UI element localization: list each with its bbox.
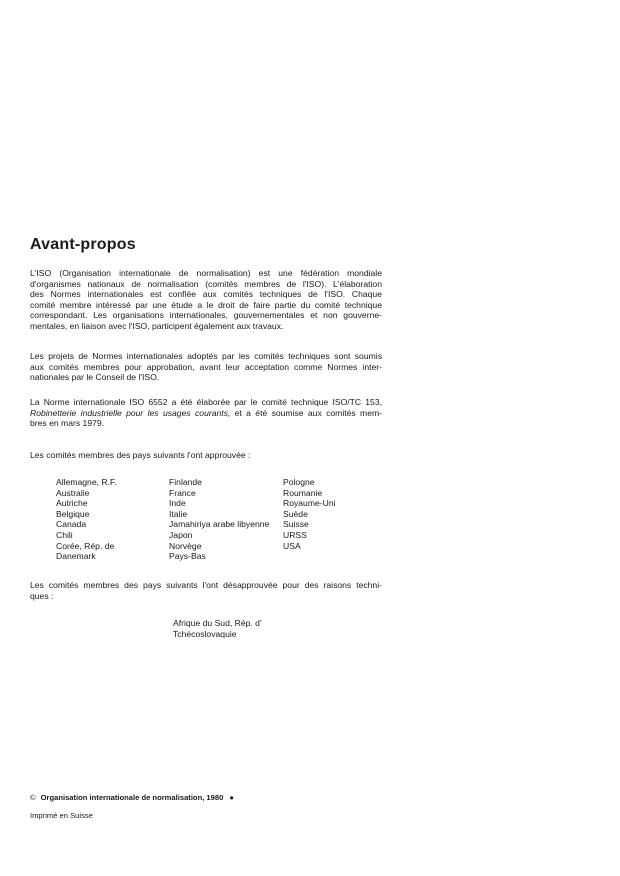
country-item: Belgique	[56, 508, 90, 519]
text-fragment: et a été soumise aux comités mem-	[230, 407, 382, 418]
country-item: Suède	[283, 508, 308, 519]
country-item: Roumanie	[283, 487, 323, 498]
country-item: Italie	[169, 508, 188, 519]
printed-in-notice: Imprimé en Suisse	[30, 811, 93, 820]
text-line: Les comités membres des pays suivants l'ont désapprouvée pour des raisons techni-	[30, 580, 382, 590]
approved-countries-column-1	[56, 477, 117, 562]
country-item: Finlande	[169, 477, 202, 487]
paragraph-standard-origin	[30, 397, 382, 429]
country-item: France	[169, 487, 196, 498]
text-line: aux comités membres pour approbation, avant leur acceptation comme Normes inter-	[30, 361, 382, 372]
paragraph-approval-process	[30, 351, 382, 383]
country-item: Danemark	[56, 551, 96, 562]
country-item: Royaume-Uni	[283, 498, 336, 509]
country-item: Afrique du Sud, Rép. d'	[173, 618, 262, 628]
text-line: des Normes internationales est confiée aux comités techniques de l'ISO. Chaque	[30, 289, 382, 300]
copyright-icon: ©	[30, 793, 36, 802]
page-title: Avant-propos	[30, 236, 136, 253]
country-item: Pologne	[283, 477, 315, 487]
country-item: Chili	[56, 529, 73, 540]
country-item: URSS	[283, 529, 307, 540]
bullet-icon: ●	[229, 793, 234, 802]
country-item: Suisse	[283, 519, 309, 530]
text-line: correspondant. Les organisations internationales, gouvernementales et non gouverne-	[30, 310, 382, 321]
country-item: Allemagne, R.F.	[56, 477, 117, 487]
approved-countries-column-2	[169, 477, 269, 562]
text-line: Les projets de Normes internationales adoptés par les comités techniques sont soumis	[30, 351, 382, 361]
text-line: Les comités membres des pays suivants l'ont approuvée :	[30, 450, 251, 460]
country-item: Inde	[169, 498, 186, 509]
country-item: Norvège	[169, 540, 202, 551]
country-item: Australie	[56, 487, 90, 498]
country-item: USA	[283, 540, 301, 551]
country-item: Pays-Bas	[169, 551, 206, 562]
disapproved-intro	[30, 580, 382, 601]
text-line	[30, 408, 382, 419]
text-line: d'organismes nationaux de normalisation (comités membres de l'ISO). L'élaboration	[30, 278, 382, 289]
copyright-notice	[30, 793, 234, 802]
country-item: Autriche	[56, 498, 88, 509]
text-line: nationales par le Conseil de l'ISO.	[30, 372, 160, 383]
committee-title: Robinetterie industrielle pour les usages courants,	[30, 407, 231, 418]
country-item: Japon	[169, 529, 193, 540]
country-item: Jamahiriya arabe libyenne	[169, 519, 270, 530]
approved-intro	[30, 450, 382, 461]
text-line: bres en mars 1979.	[30, 418, 105, 429]
country-item: Canada	[56, 519, 87, 530]
paragraph-iso-description	[30, 268, 382, 332]
text-line: mentales, en liaison avec l'ISO, participent également aux travaux.	[30, 320, 284, 331]
country-item: Tchécoslovaquie	[173, 628, 237, 639]
text-line: La Norme internationale ISO 6552 a été élaborée par le comité technique ISO/TC 153,	[30, 397, 382, 407]
text-line: L'ISO (Organisation internationale de normalisation) est une fédération mondiale	[30, 268, 382, 278]
country-item: Corée, Rép. de	[56, 540, 115, 551]
approved-countries-column-3	[283, 477, 336, 551]
text-line: comité membre intéressé par une étude a le droit de faire partie du comité technique	[30, 299, 382, 310]
text-line: ques :	[30, 590, 54, 601]
copyright-text: Organisation internationale de normalisation, 1980	[40, 793, 224, 802]
disapproved-countries-list	[173, 618, 262, 639]
